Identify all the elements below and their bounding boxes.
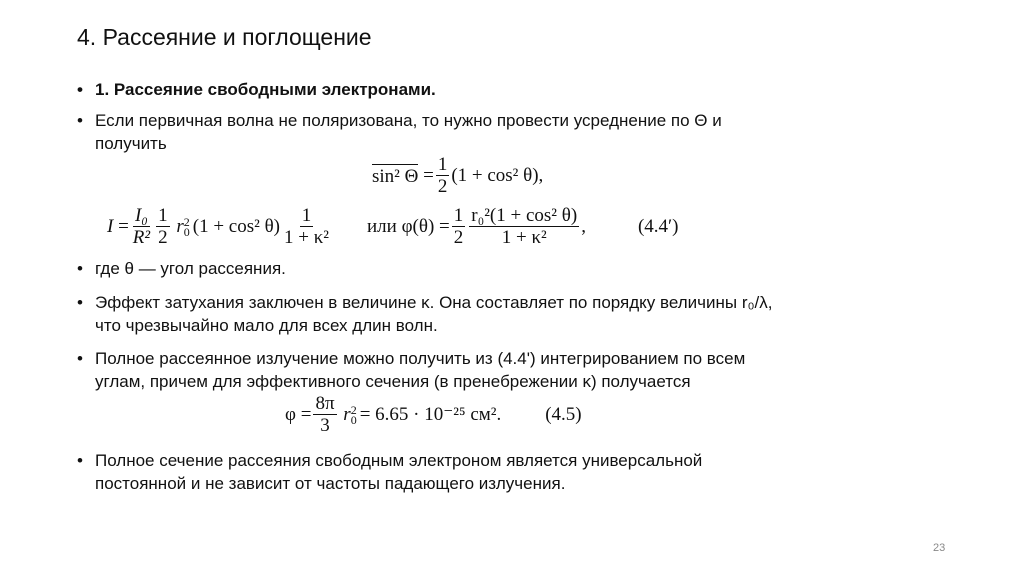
eq-term: , [581,215,586,237]
equation-label: (4.5) [545,403,582,425]
numerator: I₀ [134,205,148,226]
fraction [436,154,450,197]
bullet-line: Если первичная волна не поляризована, то нужно провести усреднение по Θ и [95,111,722,130]
bullet-line: Полное сечение рассеяния свободным электроном является универсальной [95,451,703,470]
sub: 0 [183,224,190,239]
bullet-dot: • [77,111,83,130]
numerator: 1 [301,205,312,226]
numerator: 1 [158,205,168,226]
page-number: 23 [933,542,946,554]
equation-4-5 [285,393,582,436]
eq-sign: = [423,164,434,186]
denominator: 2 [158,227,168,248]
fraction [282,205,331,248]
denominator: 2 [437,176,448,197]
bullet-text: 1. Рассеяние свободными электронами. [95,80,436,99]
denominator: 1 + κ² [284,227,330,248]
numerator: 1 [437,154,448,175]
numerator: r₀²(1 + cos² θ) [471,205,578,226]
sub: 0 [350,412,357,427]
denominator: R² [132,227,151,248]
fraction [452,205,466,248]
bullet-line: Полное рассеянное излучение можно получить из (4.4') интегрированием по всем [95,349,746,368]
denominator: 2 [453,227,464,248]
eq-rhs: (1 + cos² θ), [451,164,544,186]
eq-rhs: = 6.65 · 10⁻²⁵ см². [359,404,502,425]
bullet-line: Эффект затухания заключен в величине κ. Она составляет по порядку величины r₀/λ, [95,293,773,312]
bullet-dot: • [77,259,83,278]
denominator: 1 + κ² [501,227,547,248]
denominator: 3 [320,415,330,436]
eq-lhs: φ = [285,403,312,425]
bullet-text: где θ — угол рассеяния. [95,259,286,278]
bullet-dot: • [77,80,83,99]
equation-sin-average [372,154,543,197]
bullet-dot: • [77,293,83,312]
eq-term: или φ(θ) = [367,215,450,237]
eq-var: I [107,215,114,237]
sup: 2 [183,214,190,229]
bullet-dot: • [77,349,83,368]
bullet-dot: • [77,451,83,470]
bullet-line: постоянной и не зависит от частоты падающего излучения. [95,474,566,493]
equation-4-4 [107,205,679,248]
slide-title: 4. Рассеяние и поглощение [77,24,372,50]
eq-lhs: sin² Θ [372,165,419,187]
fraction [156,205,170,248]
fraction [131,205,152,248]
numerator: 1 [453,205,464,226]
fraction [469,205,579,248]
equation-label: (4.4′) [637,215,679,237]
bullet-line: что чрезвычайно мало для всех длин волн. [95,316,438,335]
eq-var: r [343,403,351,425]
bullet-line: углам, причем для эффективного сечения (в пренебрежении κ) получается [95,372,691,391]
eq-term: (1 + cos² θ) [192,215,281,237]
eq-sign: = [118,215,129,237]
fraction [313,393,336,436]
numerator: 8π [315,393,335,414]
sup: 2 [350,402,357,417]
eq-var: r [176,215,184,237]
bullet-line: получить [95,134,167,153]
